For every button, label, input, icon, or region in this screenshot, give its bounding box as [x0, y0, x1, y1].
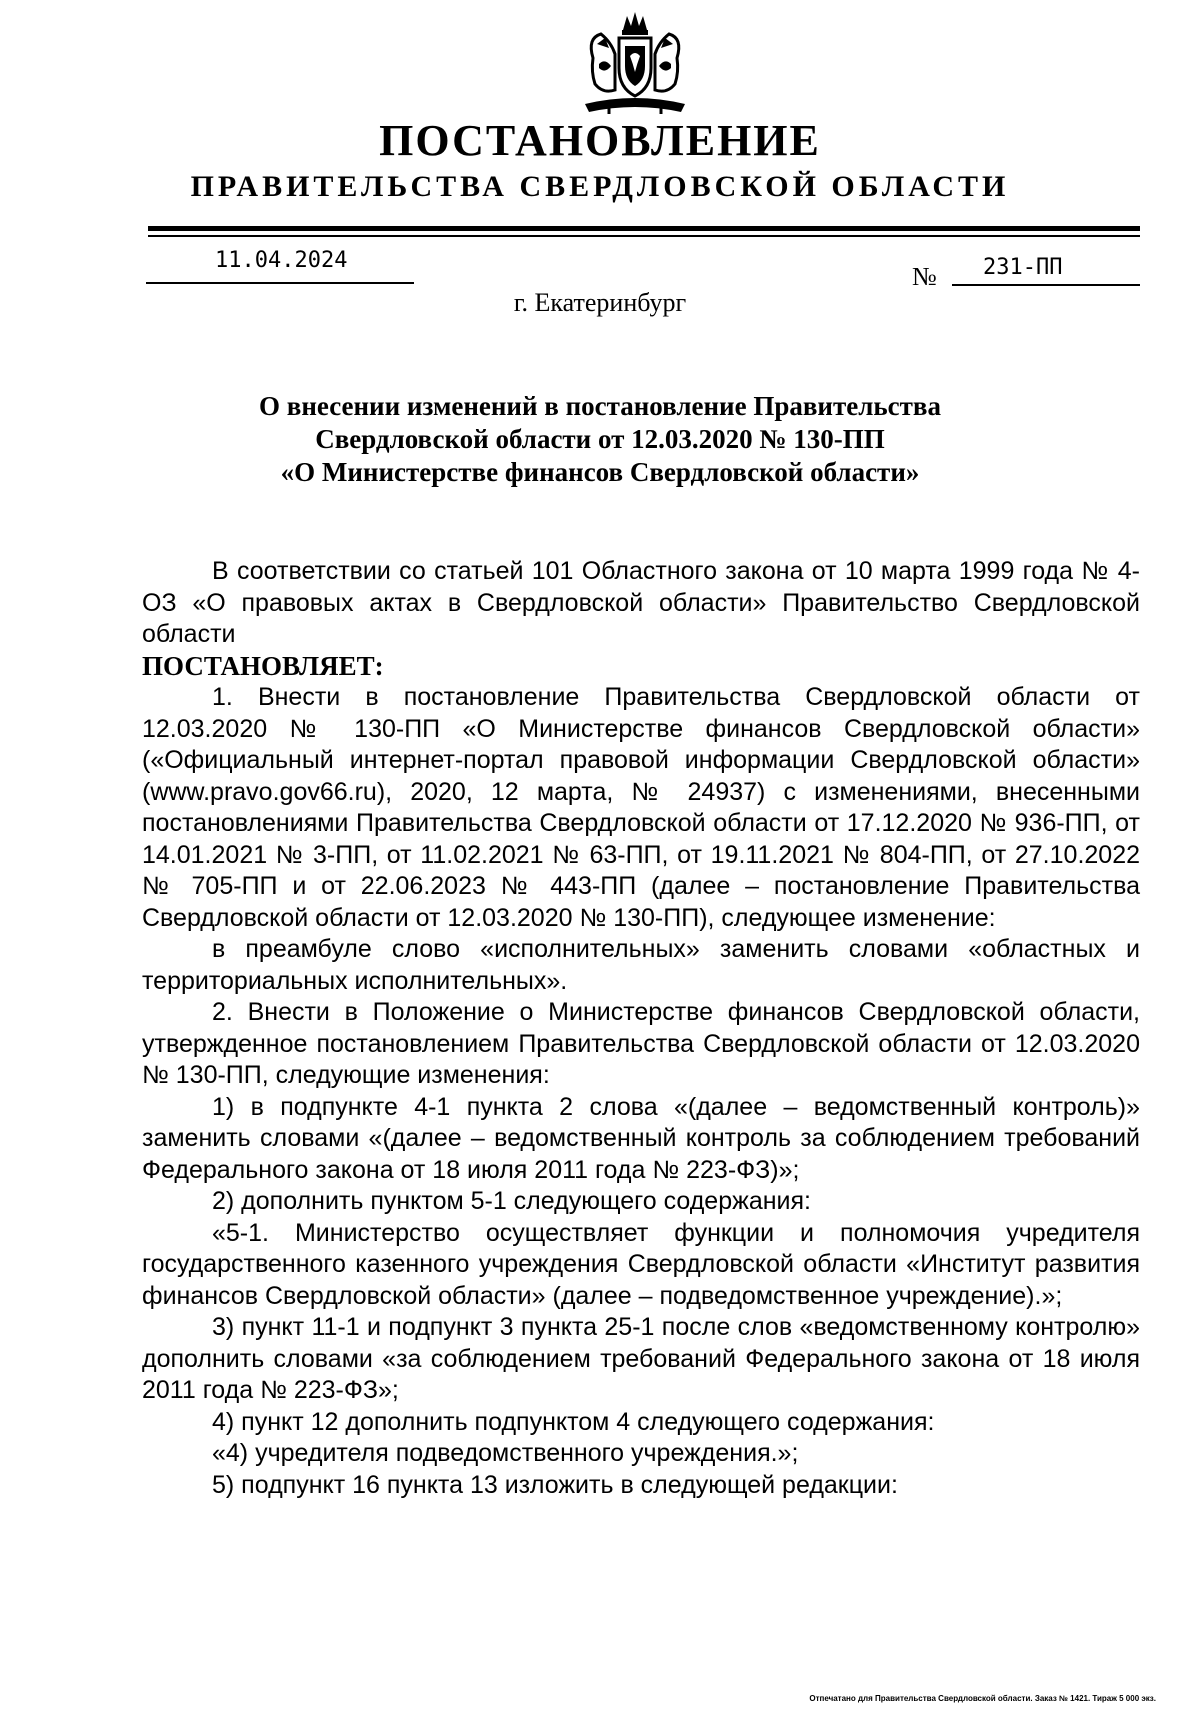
number-sign: №: [912, 262, 937, 291]
clause-2-item-2: 2) дополнить пунктом 5-1 следующего содержания:: [212, 1187, 811, 1215]
header-rule-thick: [148, 226, 1140, 231]
clause-2: 2. Внести в Положение о Министерстве финансов Свердловской области, утвержденное постановлением Правительства Свердловской области от 12.03.2020 № 130-ПП, следующие изменения:: [142, 998, 1140, 1089]
document-city: г. Екатеринбург: [513, 288, 687, 317]
date-underline: [146, 282, 414, 284]
coat-of-arms-emblem: [575, 8, 695, 118]
document-body: [142, 556, 1140, 1501]
document-type-title: ПОСТАНОВЛЕНИЕ: [379, 116, 821, 165]
heading-line: Свердловской области от 12.03.2020 № 130-ПП: [315, 424, 885, 454]
clause-1-text: в преамбуле слово «исполнительных» заменить словами «областных и территориальных исполнительных».: [142, 935, 1140, 995]
preamble-paragraph: В соответствии со статьей 101 Областного закона от 10 марта 1999 года № 4-ОЗ «О правовых актах в Свердловской области» Правительство Свердловской области: [142, 557, 1140, 648]
clause-2-item-4: 4) пункт 12 дополнить подпунктом 4 следующего содержания:: [212, 1407, 935, 1436]
clause-2-item-4-text: «4) учредителя подведомственного учреждения.»;: [212, 1439, 799, 1467]
document-heading: [0, 390, 1200, 489]
heading-line: «О Министерстве финансов Свердловской области»: [280, 457, 920, 487]
heading-line: О внесении изменений в постановление Правительства: [259, 391, 941, 421]
number-underline: [952, 284, 1140, 286]
clause-2-item-2-text: «5-1. Министерство осуществляет функции и полномочия учредителя государственного казенного учреждения Свердловской области «Институт развития финансов Свердловской области» (далее – подведомственное учреждение).»;: [142, 1218, 1140, 1310]
clause-1: 1. Внести в постановление Правительства Свердловской области от 12.03.2020 № 130-ПП «О Министерстве финансов Свердловской области» («Официальный интернет-портал правовой информации Свердловской области» (www.pravo.gov66.ru), 2020, 12 марта, № 24937) с изменениями, внесенными постановлениями Правительства Свердловской области от 17.12.2020 № 936-ПП, от 14.01.2021 № 3-ПП, от 11.02.2021 № 63-ПП, от 19.11.2021 № 804-ПП, от 27.10.2022 № 705-ПП и от 22.06.2023 № 443-ПП (далее – постановление Правительства Свердловской области от 12.03.2020 № 130-ПП), следующее изменение:: [142, 683, 1140, 932]
document-number: 231-ПП: [983, 255, 1063, 280]
resolves-heading: ПОСТАНОВЛЯЕТ:: [142, 650, 384, 681]
issuer-title: ПРАВИТЕЛЬСТВА СВЕРДЛОВСКОЙ ОБЛАСТИ: [190, 170, 1010, 203]
clause-2-item-1: 1) в подпункте 4-1 пункта 2 слова «(далее – ведомственный контроль)» заменить словами «(далее – ведомственный контроль за соблюдением требований Федерального закона от 18 июля 2011 года № 223-ФЗ)»;: [142, 1092, 1140, 1184]
clause-2-item-5: 5) подпункт 16 пункта 13 изложить в следующей редакции:: [212, 1470, 898, 1499]
clause-2-item-3: 3) пункт 11-1 и подпункт 3 пункта 25-1 после слов «ведомственному контролю» дополнить словами «за соблюдением требований Федерального закона от 18 июля 2011 года № 223-ФЗ»;: [142, 1313, 1140, 1404]
header-rule-thin: [148, 235, 1140, 237]
document-date: 11.04.2024: [215, 248, 348, 273]
print-imprint: Отпечатано для Правительства Свердловской области. Заказ № 1421. Тираж 5 000 экз.: [809, 1694, 1156, 1703]
